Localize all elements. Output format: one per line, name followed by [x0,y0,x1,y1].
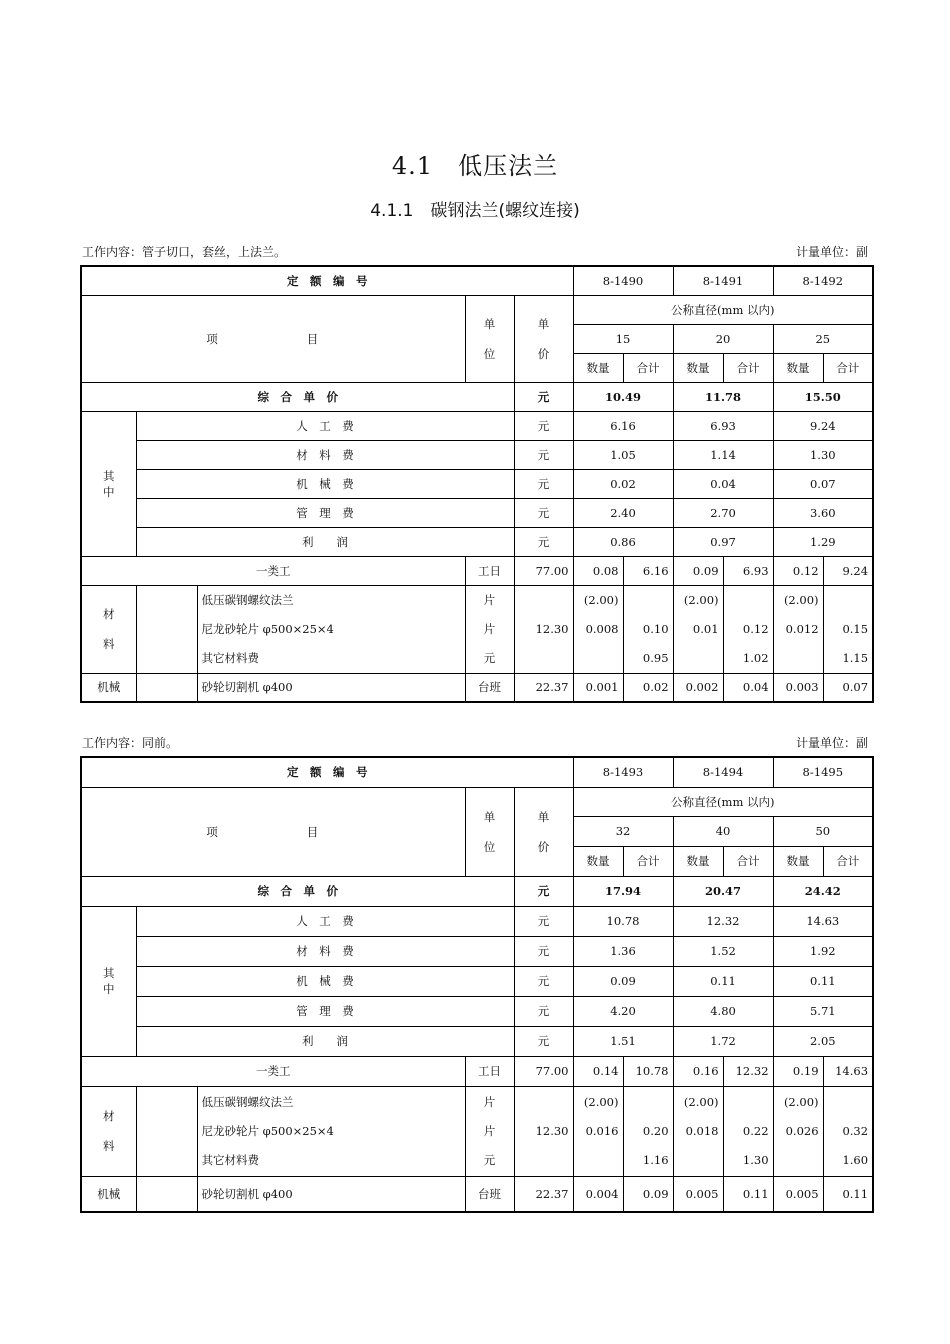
composite-value-2: 20.47 [673,876,773,906]
material-qty-3-line-3 [774,1146,823,1175]
material-name [198,586,465,673]
machine-side-label: 机械 [81,673,136,702]
materials-total-3 [823,1086,873,1176]
material-total-3-line-2: 0.15 [842,621,869,636]
machine-qty-1: 0.001 [573,673,623,702]
cost-unit-machinery: 元 [514,469,573,498]
composite-value-3: 24.42 [773,876,873,906]
materials-units [465,1086,514,1176]
worker-qty-1: 0.14 [573,1056,623,1086]
total-header-3: 合计 [823,846,873,876]
material-qty-3 [774,1088,823,1175]
cost-unit-management: 元 [514,996,573,1026]
composite-value-1: 17.94 [573,876,673,906]
material-total-1-line-1 [624,586,673,615]
material-total-2-line-2: 0.12 [742,621,769,636]
material-total-3 [824,1088,873,1175]
cost-labor-value-1: 6.16 [573,411,673,440]
material-unit-line-2: 片 [483,1123,496,1138]
cost-material-value-1: 1.36 [573,936,673,966]
material-qty-1 [574,586,623,673]
material-qty-3 [774,586,823,673]
material-total-3-line-3: 1.15 [842,650,869,665]
materials-blank [136,585,197,673]
quota-table-1 [80,265,874,703]
cost-label-machinery: 机 械 费 [136,966,514,996]
machine-unit: 台班 [465,673,514,702]
machine-total-3: 0.07 [823,673,873,702]
composite-value-2: 11.78 [673,382,773,411]
composite-value-3: 15.50 [773,382,873,411]
cost-labor-value-3: 14.63 [773,906,873,936]
cost-machinery-value-1: 0.02 [573,469,673,498]
cost-material-value-3: 1.92 [773,936,873,966]
cost-profit-value-1: 0.86 [573,527,673,556]
material-total-2-line-2: 0.22 [742,1123,769,1138]
composite-value-1: 10.49 [573,382,673,411]
cost-profit-value-2: 0.97 [673,527,773,556]
qty-header-2: 数量 [673,846,723,876]
cost-management-value-3: 5.71 [773,996,873,1026]
materials-qty-3 [773,1086,823,1176]
material-price [515,586,573,673]
cost-unit-material: 元 [514,936,573,966]
machinery-row [81,673,873,702]
material-name-line-1: 低压碳钢螺纹法兰 [201,1094,294,1109]
materials-qty-1 [573,585,623,673]
material-price-line-2: 12.30 [535,621,569,636]
material-total-2 [724,1088,773,1175]
material-unit-line-1: 片 [483,592,496,607]
quota-code-1: 8-1490 [573,266,673,295]
materials-total-2 [723,585,773,673]
materials-qty-2 [673,585,723,673]
worker-total-2: 12.32 [723,1056,773,1086]
worker-total-2: 6.93 [723,556,773,585]
header-row-1 [81,295,873,324]
worker-total-3: 14.63 [823,1056,873,1086]
quota-code-1: 8-1493 [573,757,673,787]
machine-qty-2: 0.005 [673,1176,723,1212]
cost-label-material: 材 料 费 [136,440,514,469]
material-qty-1-line-2: 0.008 [585,621,619,636]
cost-unit-profit: 元 [514,527,573,556]
cost-profit-value-1: 1.51 [573,1026,673,1056]
cost-machinery-value-2: 0.04 [673,469,773,498]
dn-header: 公称直径(mm 以内) [573,295,873,324]
material-qty-1-line-1: (2.00) [583,1094,619,1109]
machine-total-2: 0.04 [723,673,773,702]
material-qty-2-line-3 [674,1146,723,1175]
cost-material-value-2: 1.14 [673,440,773,469]
unit-price-header: 单 价 [514,787,573,876]
quota-table-2 [80,756,874,1213]
machine-qty-2: 0.002 [673,673,723,702]
machine-name: 砂轮切割机 φ400 [197,673,465,702]
cost-row-material [81,440,873,469]
quota-code-3: 8-1492 [773,266,873,295]
cost-machinery-value-2: 0.11 [673,966,773,996]
total-header-3: 合计 [823,353,873,382]
quota-row [81,757,873,787]
worker-qty-3: 0.19 [773,1056,823,1086]
cost-material-value-3: 1.30 [773,440,873,469]
cost-profit-value-3: 2.05 [773,1026,873,1056]
cost-profit-value-2: 1.72 [673,1026,773,1056]
quota-code-2: 8-1491 [673,266,773,295]
cost-unit-profit: 元 [514,1026,573,1056]
machine-side-label: 机械 [81,1176,136,1212]
worker-row [81,556,873,585]
qty-header-1: 数量 [573,353,623,382]
material-qty-2-line-1: (2.00) [683,592,719,607]
cost-profit-value-3: 1.29 [773,527,873,556]
item-header: 项 目 [81,295,465,382]
material-name [198,1088,465,1175]
material-total-3-line-1 [824,586,873,615]
cost-material-value-2: 1.52 [673,936,773,966]
material-total-2 [724,586,773,673]
material-qty-2-line-2: 0.01 [692,621,719,636]
cost-machinery-value-3: 0.07 [773,469,873,498]
material-price-line-2: 12.30 [535,1123,569,1138]
material-qty-2-line-3 [674,644,723,673]
material-qty-1-line-3 [574,644,623,673]
material-total-2-line-3: 1.30 [742,1152,769,1167]
machine-total-1: 0.09 [623,1176,673,1212]
machine-qty-3: 0.005 [773,1176,823,1212]
dn-value-3: 25 [773,324,873,353]
total-header-2: 合计 [723,846,773,876]
worker-price: 77.00 [514,556,573,585]
item-header: 项 目 [81,787,465,876]
quota-label: 定 额 编 号 [81,266,573,295]
cost-management-value-2: 2.70 [673,498,773,527]
cost-label-profit: 利 润 [136,527,514,556]
material-total-1 [624,1088,673,1175]
material-total-3-line-3: 1.60 [842,1152,869,1167]
cost-unit-labor: 元 [514,906,573,936]
worker-qty-3: 0.12 [773,556,823,585]
materials-row [81,585,873,673]
unit-price-header: 单 价 [514,295,573,382]
cost-label-machinery: 机 械 费 [136,469,514,498]
material-total-3 [824,586,873,673]
cost-row-profit [81,527,873,556]
machine-name: 砂轮切割机 φ400 [197,1176,465,1212]
materials-names [197,585,465,673]
composite-label: 综 合 单 价 [81,382,514,411]
material-total-2-line-3: 1.02 [742,650,769,665]
materials-prices [514,1086,573,1176]
cost-labor-value-3: 9.24 [773,411,873,440]
worker-label: 一类工 [81,1056,465,1086]
material-total-1 [624,586,673,673]
material-qty-3-line-1: (2.00) [783,1094,819,1109]
material-name-line-2: 尼龙砂轮片 φ500×25×4 [201,621,334,636]
material-unit-line-3: 元 [483,650,496,665]
materials-side-label: 材 料 [81,1086,136,1176]
worker-total-1: 10.78 [623,1056,673,1086]
materials-qty-1 [573,1086,623,1176]
material-name-line-3: 其它材料费 [201,650,259,665]
composite-label: 综 合 单 价 [81,876,514,906]
materials-total-3 [823,585,873,673]
cost-management-value-1: 2.40 [573,498,673,527]
material-qty-3-line-2: 0.012 [785,621,819,636]
material-unit-line-2: 片 [483,621,496,636]
machinery-row [81,1176,873,1212]
material-unit-line-1: 片 [483,1094,496,1109]
cost-machinery-value-1: 0.09 [573,966,673,996]
material-price-line-1 [515,1088,573,1117]
section-subtitle: 4.1.1 碳钢法兰(螺纹连接) [370,201,580,221]
quota-code-2: 8-1494 [673,757,773,787]
dn-header: 公称直径(mm 以内) [573,787,873,816]
worker-unit: 工日 [465,1056,514,1086]
dn-value-1: 32 [573,816,673,846]
cost-row-profit [81,1026,873,1056]
cost-management-value-3: 3.60 [773,498,873,527]
header-row-1 [81,787,873,816]
cost-management-value-1: 4.20 [573,996,673,1026]
composite-row [81,382,873,411]
material-total-3-line-2: 0.32 [842,1123,869,1138]
worker-qty-2: 0.16 [673,1056,723,1086]
worker-price: 77.00 [514,1056,573,1086]
material-qty-1-line-1: (2.00) [583,592,619,607]
worker-total-3: 9.24 [823,556,873,585]
work-content: 工作内容：同前。 [82,736,179,750]
machine-qty-1: 0.004 [573,1176,623,1212]
of-which-label: 其 中 [81,411,136,556]
worker-qty-2: 0.09 [673,556,723,585]
material-qty-3-line-3 [774,644,823,673]
total-header-1: 合计 [623,846,673,876]
cost-label-management: 管 理 费 [136,996,514,1026]
cost-label-labor: 人 工 费 [136,906,514,936]
cost-labor-value-2: 12.32 [673,906,773,936]
unit-header: 单 位 [465,787,514,876]
material-name-line-3: 其它材料费 [201,1152,259,1167]
page-title: 4.1 低压法兰 [391,152,559,180]
machine-blank [136,673,197,702]
material-total-1-line-3: 1.16 [642,1152,669,1167]
material-price [515,1088,573,1175]
cost-row-machinery [81,966,873,996]
dn-value-2: 40 [673,816,773,846]
material-unit [466,1088,514,1175]
measure-unit: 计量单位：副 [795,736,868,750]
material-price-line-1 [515,586,573,615]
machine-blank [136,1176,197,1212]
cost-unit-material: 元 [514,440,573,469]
cost-machinery-value-3: 0.11 [773,966,873,996]
machine-price: 22.37 [514,673,573,702]
quota-row [81,266,873,295]
cost-row-material [81,936,873,966]
material-qty-1 [574,1088,623,1175]
machine-total-3: 0.11 [823,1176,873,1212]
cost-labor-value-1: 10.78 [573,906,673,936]
machine-total-2: 0.11 [723,1176,773,1212]
material-qty-2-line-2: 0.018 [685,1123,719,1138]
worker-row [81,1056,873,1086]
cost-labor-value-2: 6.93 [673,411,773,440]
material-qty-2-line-1: (2.00) [683,1094,719,1109]
material-price-line-3 [515,1146,573,1175]
unit-header: 单 位 [465,295,514,382]
cost-unit-machinery: 元 [514,966,573,996]
materials-units [465,585,514,673]
composite-unit: 元 [514,382,573,411]
materials-total-2 [723,1086,773,1176]
material-qty-2 [674,586,723,673]
material-unit-line-3: 元 [483,1152,496,1167]
material-total-2-line-1 [724,586,773,615]
material-total-1-line-1 [624,1088,673,1117]
material-qty-3-line-2: 0.026 [785,1123,819,1138]
cost-row-labor [81,906,873,936]
worker-qty-1: 0.08 [573,556,623,585]
materials-qty-3 [773,585,823,673]
machine-price: 22.37 [514,1176,573,1212]
materials-qty-2 [673,1086,723,1176]
qty-header-1: 数量 [573,846,623,876]
cost-unit-management: 元 [514,498,573,527]
cost-row-labor [81,411,873,440]
material-qty-1-line-3 [574,1146,623,1175]
dn-value-3: 50 [773,816,873,846]
total-header-1: 合计 [623,353,673,382]
cost-unit-labor: 元 [514,411,573,440]
materials-side-label: 材 料 [81,585,136,673]
worker-label: 一类工 [81,556,465,585]
worker-unit: 工日 [465,556,514,585]
total-header-2: 合计 [723,353,773,382]
materials-blank [136,1086,197,1176]
qty-header-2: 数量 [673,353,723,382]
material-qty-1-line-2: 0.016 [585,1123,619,1138]
material-name-line-1: 低压碳钢螺纹法兰 [201,592,294,607]
worker-total-1: 6.16 [623,556,673,585]
composite-row [81,876,873,906]
materials-names [197,1086,465,1176]
qty-header-3: 数量 [773,353,823,382]
machine-unit: 台班 [465,1176,514,1212]
quota-code-3: 8-1495 [773,757,873,787]
material-total-1-line-3: 0.95 [642,650,669,665]
cost-label-material: 材 料 费 [136,936,514,966]
composite-unit: 元 [514,876,573,906]
materials-row [81,1086,873,1176]
dn-value-2: 20 [673,324,773,353]
material-qty-3-line-1: (2.00) [783,592,819,607]
materials-total-1 [623,1086,673,1176]
of-which-label: 其 中 [81,906,136,1056]
material-total-2-line-1 [724,1088,773,1117]
material-total-1-line-2: 0.10 [642,621,669,636]
material-price-line-3 [515,644,573,673]
cost-management-value-2: 4.80 [673,996,773,1026]
machine-qty-3: 0.003 [773,673,823,702]
quota-label: 定 额 编 号 [81,757,573,787]
cost-label-labor: 人 工 费 [136,411,514,440]
machine-total-1: 0.02 [623,673,673,702]
cost-material-value-1: 1.05 [573,440,673,469]
material-unit [466,586,514,673]
material-name-line-2: 尼龙砂轮片 φ500×25×4 [201,1123,334,1138]
material-total-1-line-2: 0.20 [642,1123,669,1138]
measure-unit: 计量单位：副 [795,245,868,259]
qty-header-3: 数量 [773,846,823,876]
dn-value-1: 15 [573,324,673,353]
cost-row-machinery [81,469,873,498]
cost-row-management [81,996,873,1026]
materials-total-1 [623,585,673,673]
materials-prices [514,585,573,673]
material-total-3-line-1 [824,1088,873,1117]
cost-row-management [81,498,873,527]
cost-label-management: 管 理 费 [136,498,514,527]
material-qty-2 [674,1088,723,1175]
work-content: 工作内容：管子切口，套丝，上法兰。 [82,245,287,259]
cost-label-profit: 利 润 [136,1026,514,1056]
